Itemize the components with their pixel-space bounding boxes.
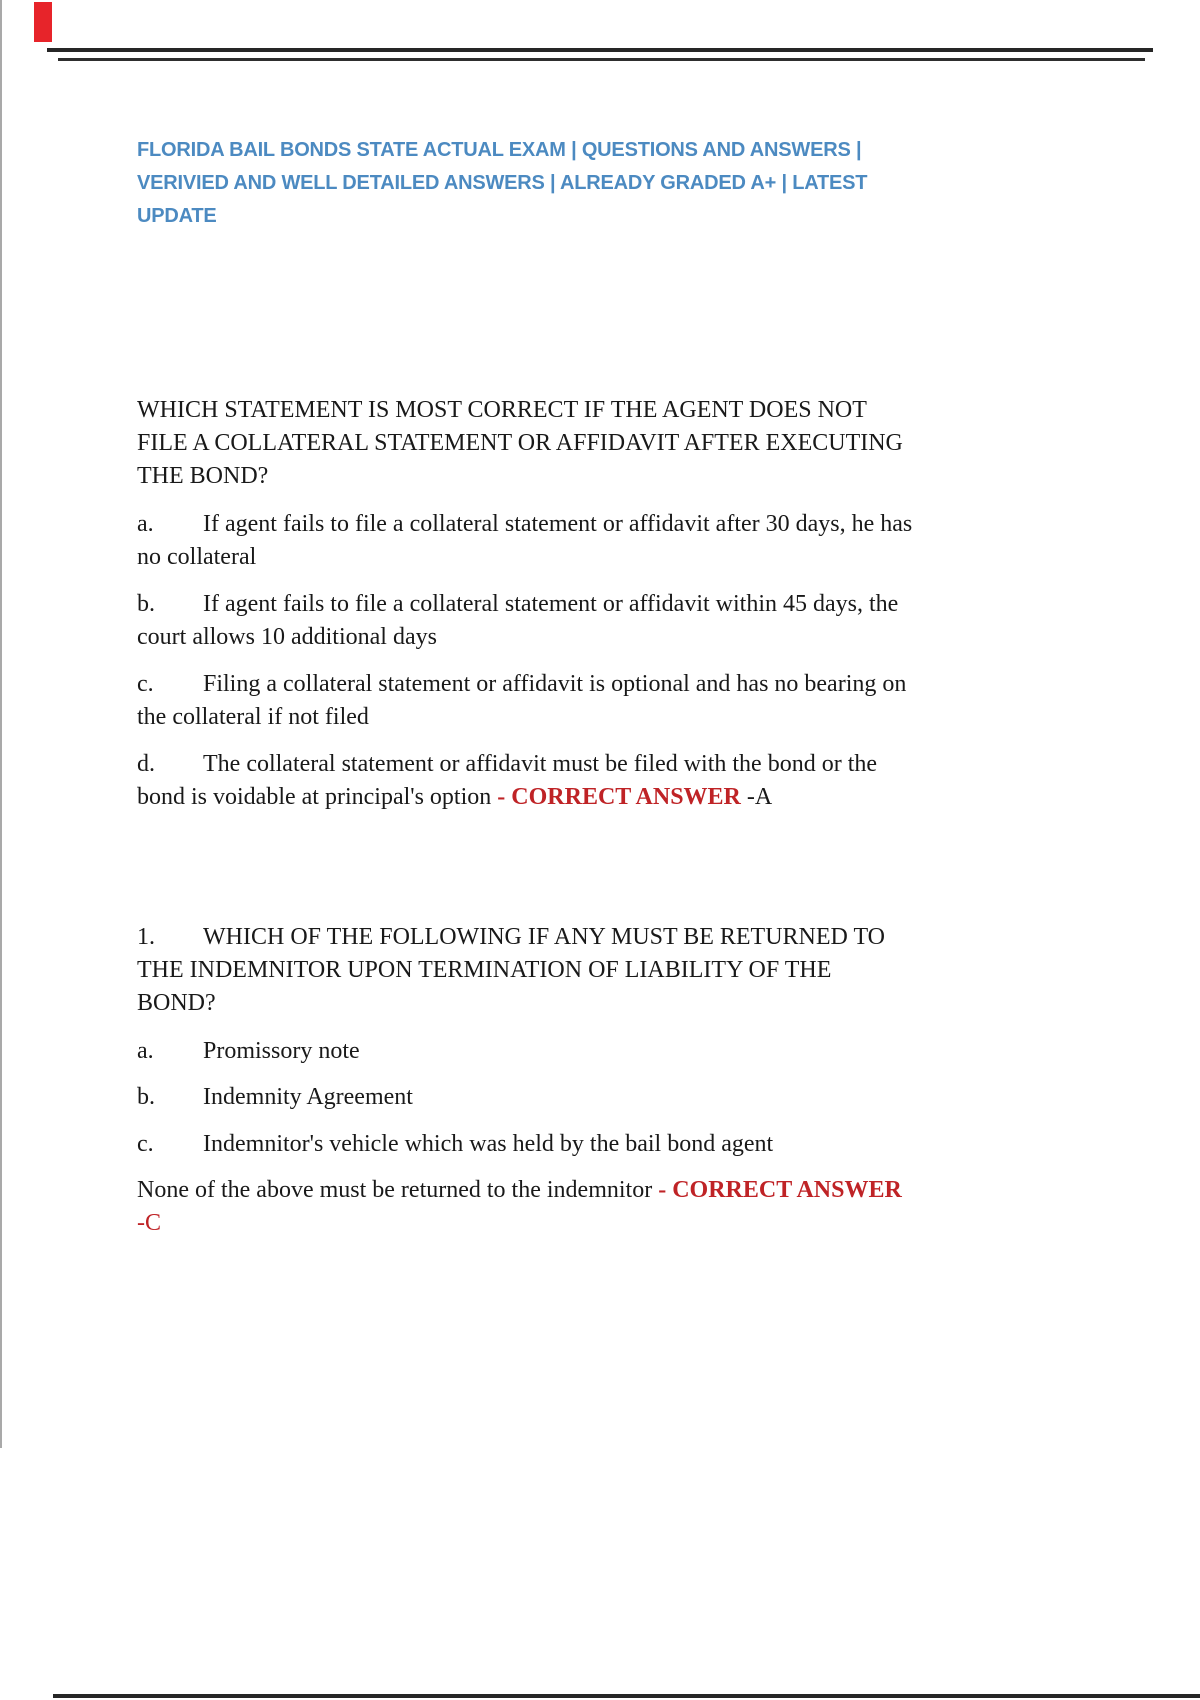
correct-answer-label: - CORRECT ANSWER <box>497 784 741 810</box>
document-title-line: VERIVIED AND WELL DETAILED ANSWERS | ALREADY GRADED A+ | LATEST <box>137 172 868 194</box>
option-line <box>137 781 1137 814</box>
option-line <box>137 1081 1137 1114</box>
option-text: The collateral statement or affidavit must be filed with the bond or the <box>203 751 878 777</box>
question-line <box>137 921 1137 954</box>
question-text <box>137 394 1137 493</box>
question-number: 1. <box>137 924 155 950</box>
correct-answer-label: - CORRECT ANSWER <box>658 1177 902 1203</box>
option-text: Indemnitor's vehicle which was held by the bail bond agent <box>203 1131 774 1157</box>
option-letter: b. <box>137 591 155 617</box>
option-text: If agent fails to file a collateral statement or affidavit after 30 days, he has <box>203 511 913 537</box>
option-text: Promissory note <box>203 1038 360 1064</box>
option-line <box>137 748 1137 781</box>
option-text: Filing a collateral statement or affidavit is optional and has no bearing on <box>203 671 907 697</box>
option-b <box>137 588 1137 654</box>
page-top-border <box>47 48 1153 52</box>
question-line: BOND? <box>137 990 216 1016</box>
option-letter: a. <box>137 511 154 537</box>
option-line: the collateral if not filed <box>137 704 369 730</box>
option-line <box>137 588 1137 621</box>
option-c <box>137 1128 1137 1161</box>
question-text-inline: WHICH OF THE FOLLOWING IF ANY MUST BE RETURNED TO <box>203 924 886 950</box>
option-text: If agent fails to file a collateral statement or affidavit within 45 days, the <box>203 591 899 617</box>
option-line: no collateral <box>137 544 257 570</box>
option-a <box>137 1035 1137 1068</box>
option-letter: c. <box>137 1131 154 1157</box>
question-line: THE INDEMNITOR UPON TERMINATION OF LIABILITY OF THE <box>137 957 832 983</box>
page-inner-top-border <box>58 58 1145 61</box>
option-line <box>137 668 1137 701</box>
answer-paragraph <box>137 1174 1137 1240</box>
page-left-border <box>0 0 2 1448</box>
document-title <box>137 134 1097 233</box>
option-line <box>137 508 1137 541</box>
page-bottom-border <box>53 1694 1200 1698</box>
option-a <box>137 508 1137 574</box>
answer-letter: -C <box>137 1210 161 1236</box>
question-text <box>137 921 1137 1020</box>
option-text: bond is voidable at principal's option <box>137 784 498 810</box>
option-line <box>137 1128 1137 1161</box>
question-line: THE BOND? <box>137 463 269 489</box>
question-line: WHICH STATEMENT IS MOST CORRECT IF THE AGENT DOES NOT <box>137 397 867 423</box>
document-title-line: UPDATE <box>137 205 217 227</box>
red-bookmark-mark <box>34 2 52 42</box>
answer-line <box>137 1174 1137 1207</box>
document-title-line: FLORIDA BAIL BONDS STATE ACTUAL EXAM | QUESTIONS AND ANSWERS | <box>137 139 862 161</box>
option-b <box>137 1081 1137 1114</box>
question-line: FILE A COLLATERAL STATEMENT OR AFFIDAVIT AFTER EXECUTING <box>137 430 903 456</box>
option-line: court allows 10 additional days <box>137 624 437 650</box>
option-letter: b. <box>137 1084 155 1110</box>
answer-text: None of the above must be returned to the indemnitor <box>137 1177 659 1203</box>
option-letter: c. <box>137 671 154 697</box>
option-letter: d. <box>137 751 155 777</box>
option-text: Indemnity Agreement <box>203 1084 413 1110</box>
option-c <box>137 668 1137 734</box>
answer-letter: -A <box>740 784 773 810</box>
option-d <box>137 748 1137 814</box>
option-line <box>137 1035 1137 1068</box>
option-letter: a. <box>137 1038 154 1064</box>
